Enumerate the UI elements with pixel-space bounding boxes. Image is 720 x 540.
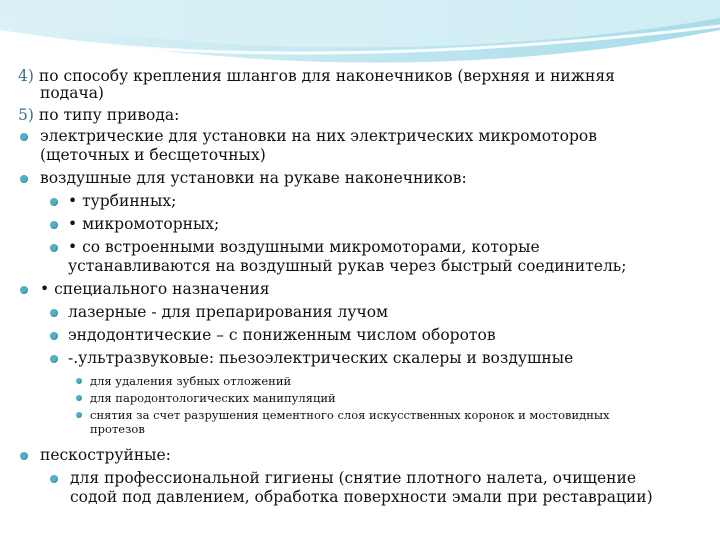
bullet-icon bbox=[76, 412, 82, 418]
bullet-icon bbox=[20, 452, 28, 460]
item-text: (щеточных и бесщеточных) bbox=[40, 146, 266, 164]
list-item-4-continued bbox=[18, 83, 714, 103]
list-item-5 bbox=[18, 105, 714, 125]
item-text: • микромоторных; bbox=[68, 215, 220, 233]
item-text: содой под давлением, обработка поверхности эмали при реставрации) bbox=[70, 488, 653, 506]
item-text: электрические для установки на них электрических микромоторов bbox=[40, 127, 597, 145]
header-wave-banner bbox=[0, 0, 720, 70]
item-text: • специального назначения bbox=[40, 280, 270, 298]
item-text: для профессиональной гигиены (снятие плотного налета, очищение bbox=[70, 469, 637, 487]
slide-content bbox=[18, 66, 714, 507]
item-text: для удаления зубных отложений bbox=[90, 374, 292, 388]
list-item-builtin bbox=[18, 238, 714, 276]
bullet-icon bbox=[20, 286, 28, 294]
item-text: • со встроенными воздушными микромоторами, которые bbox=[68, 238, 540, 256]
bullet-icon bbox=[50, 355, 58, 363]
list-item-micromotor bbox=[18, 215, 714, 234]
list-item-sandblast bbox=[18, 446, 714, 465]
item-text: -.ультразвуковые: пьезоэлектрических скалеры и воздушные bbox=[68, 349, 574, 367]
item-text: устанавливаются на воздушный рукав через быстрый соединитель; bbox=[68, 257, 627, 275]
list-item-special bbox=[18, 280, 714, 299]
sub-item-periodontal bbox=[18, 391, 714, 405]
item-text: подача) bbox=[40, 84, 104, 102]
item-number: 4) bbox=[18, 67, 34, 85]
list-item-turbine bbox=[18, 192, 714, 211]
bullet-icon bbox=[50, 332, 58, 340]
bullet-icon bbox=[50, 309, 58, 317]
bullet-icon bbox=[76, 378, 82, 384]
list-item-prof-hygiene bbox=[18, 469, 714, 507]
item-text: протезов bbox=[90, 422, 145, 436]
item-text: • турбинных; bbox=[68, 192, 177, 210]
bullet-icon bbox=[50, 244, 58, 252]
bullet-icon bbox=[50, 198, 58, 206]
list-item-endo bbox=[18, 326, 714, 345]
item-number: 5) bbox=[18, 106, 34, 124]
item-text: эндодонтические – с пониженным числом оборотов bbox=[68, 326, 496, 344]
item-text: лазерные - для препарирования лучом bbox=[68, 303, 389, 321]
bullet-icon bbox=[76, 395, 82, 401]
item-text: по типу привода: bbox=[38, 106, 180, 124]
item-text: по способу крепления шлангов для наконечников (верхняя и нижняя bbox=[38, 67, 615, 85]
list-item-electric bbox=[18, 127, 714, 165]
item-text: воздушные для установки на рукаве наконечников: bbox=[40, 169, 467, 187]
bullet-icon bbox=[20, 133, 28, 141]
list-item-air bbox=[18, 169, 714, 188]
list-item-ultra bbox=[18, 349, 714, 368]
bullet-icon bbox=[20, 175, 28, 183]
item-text: пескоструйные: bbox=[40, 446, 171, 464]
sub-item-crowns bbox=[18, 408, 714, 436]
list-item-laser bbox=[18, 303, 714, 322]
bullet-icon bbox=[50, 221, 58, 229]
bullet-icon bbox=[50, 475, 58, 483]
item-text: снятия за счет разрушения цементного слоя искусственных коронок и мостовидных bbox=[90, 408, 610, 422]
sub-item-tartar bbox=[18, 374, 714, 388]
item-text: для пародонтологических манипуляций bbox=[90, 391, 336, 405]
